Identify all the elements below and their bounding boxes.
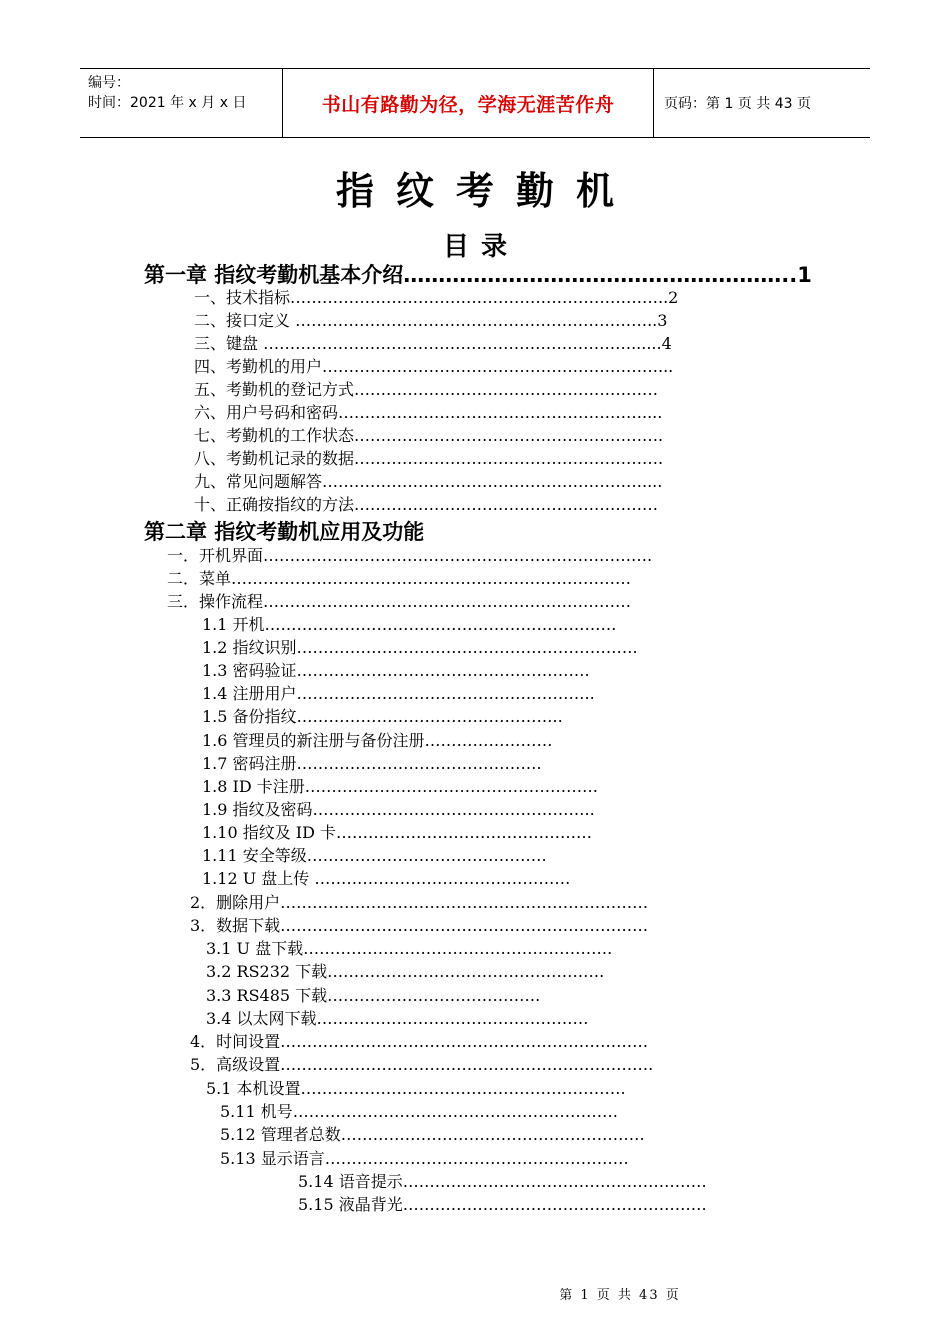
toc-entry: 1.9 指纹及密码…………………………………………….. (202, 800, 595, 819)
toc-entry: 4．时间设置…………………………………………………………… (190, 1032, 649, 1051)
toc-heading: 目录 (442, 232, 519, 262)
toc-entry: 1.5 备份指纹………………………………………….. (202, 707, 563, 726)
toc-entry: 1.11 安全等级……………………………………… (202, 846, 547, 865)
toc-chapter: 第一章 指纹考勤机基本介绍………………………………………………..1 (144, 263, 812, 287)
toc-entry: 九、常见问题解答…………………………………………………….... (194, 472, 663, 491)
header-motto: 书山有路勤为径，学海无涯苦作舟 (321, 93, 615, 116)
toc-entry: 5.13 显示语言………………………………………………… (220, 1149, 629, 1168)
toc-entry: 一、技术指标……………………………………………………………..2 (194, 288, 679, 307)
toc-entry: 一．开机界面………………………………………………………………. (167, 546, 653, 565)
toc-entry: 3.1 U 盘下载…………………………………………………. (206, 939, 613, 958)
toc-entry: 3.3 RS485 下载…………………………………. (206, 986, 541, 1005)
toc-entry: 四、考勤机的用户………………………………………………………... (194, 357, 674, 376)
document-date: 时间：2021 年 x 月 x 日 (88, 95, 247, 111)
toc-entry: 五、考勤机的登记方式………………………………………………… (194, 380, 659, 399)
toc-entry: 1.1 开机………………………………………………………… (202, 615, 617, 634)
toc-entry: 二．菜单………………………………………………………………… (167, 569, 632, 588)
header-page-info: 页码：第 1 页 共 43 页 (664, 96, 811, 112)
document-number-label: 编号： (88, 75, 130, 91)
toc-entry: 3．数据下载…………………………………………………………… (190, 916, 649, 935)
toc-entry: 六、用户号码和密码………………………………………………….... (194, 403, 663, 422)
toc-entry: 1.4 注册用户……………………………………………….. (202, 684, 595, 703)
toc-entry: 1.7 密码注册………………………………………. (202, 754, 542, 773)
toc-entry: 十、正确按指纹的方法………………………………………………… (194, 495, 659, 514)
toc-entry: 七、考勤机的工作状态…………………………………………………. (194, 426, 664, 445)
toc-chapter: 第二章 指纹考勤机应用及功能 (144, 520, 425, 544)
toc-entry: 2．删除用户…………………………………………………………… (190, 893, 649, 912)
toc-entry: 1.10 指纹及 ID 卡………………………………………… (202, 823, 593, 842)
toc-entry: 3.4 以太网下载…………………………………………… (206, 1009, 589, 1028)
toc-entry: 二、接口定义 …………………………………………………………..3 (194, 311, 668, 330)
toc-entry: 三．操作流程…………………………………………………………… (167, 592, 632, 611)
toc-entry: 三、键盘 ……………………………………………………………......4 (194, 334, 672, 353)
toc-entry: 5.1 本机设置……………………………………………………. (206, 1079, 626, 1098)
toc-entry: 八、考勤机记录的数据…………………………………………………. (194, 449, 664, 468)
toc-entry: 1.6 管理员的新注册与备份注册…………………… (202, 731, 553, 750)
toc-entry: 5.11 机号……………………………………………………. (220, 1102, 618, 1121)
toc-entry: 5．高级设置……………………………………………………………. (190, 1055, 654, 1074)
toc-entry: 1.8 ID 卡注册………………………………………………. (202, 777, 598, 796)
toc-entry: 3.2 RS232 下载……………………………………………. (206, 962, 605, 981)
document-title: 指纹考勤机 (335, 169, 636, 213)
toc-entry: 5.15 液晶背光………………………………………………… (298, 1195, 707, 1214)
toc-entry: 1.3 密码验证………………………………………………. (202, 661, 590, 680)
toc-entry: 1.12 U 盘上传 ………………………………………… (202, 869, 571, 888)
toc-entry: 1.2 指纹识别………………………………………………………. (202, 638, 638, 657)
page-footer: 第 1 页 共 43 页 (559, 1288, 681, 1303)
toc-entry: 5.12 管理者总数………………………………………………… (220, 1125, 645, 1144)
toc-entry: 5.14 语音提示………………………………………………… (298, 1172, 707, 1191)
